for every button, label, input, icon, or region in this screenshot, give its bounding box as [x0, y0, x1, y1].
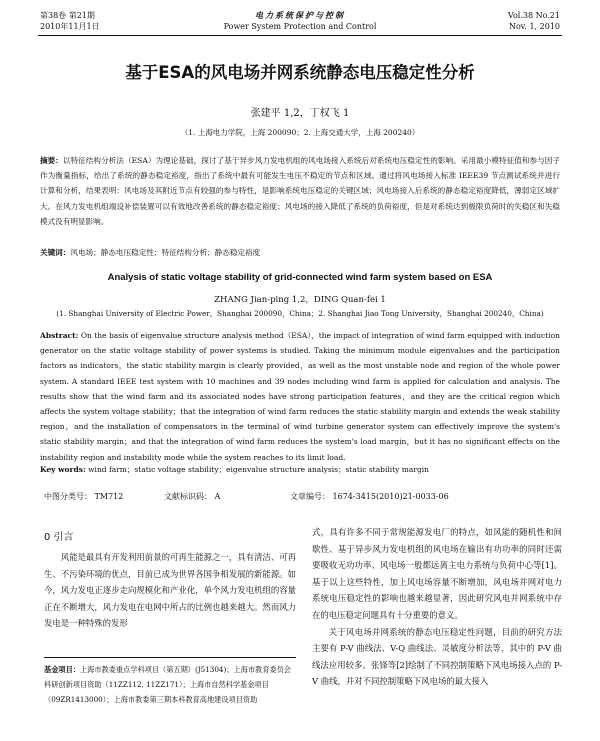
keywords-en-text: wind farm；static voltage stability；eigenvalue structure analysis；static stability margin [88, 465, 429, 474]
affiliation: （1. 上海电力学院，上海 200090；2. 上海交通大学，上海 200240） [180, 128, 420, 137]
funding-label: 基金项目： [44, 665, 80, 674]
journal-name [40, 10, 560, 32]
abstract-en-label: Abstract: [40, 331, 79, 340]
keywords-cn-text: 风电场；静态电压稳定性；特征结构分析；静态稳定裕度 [70, 248, 261, 257]
clc-number: 中图分类号： TM712 [44, 492, 124, 501]
left-column [44, 524, 296, 632]
header-rule [38, 35, 562, 36]
header-date-en: Nov. 1, 2010 [508, 22, 560, 31]
funding-text: 上海市教委重点学科项目（第五期）(J51304)；上海市教育委员会科研创新项目资助（11ZZ112, 11ZZ171）；上海市自然科学基金项目（09ZR1413000）；上海市教委第三期本科教育高地建设项目资助 [44, 665, 291, 704]
english-affiliation: (1. Shanghai University of Electric Power，Shanghai 200090，China；2. Shanghai Jiao Tong University，Shanghai 200240，China) [56, 309, 544, 318]
document-code: 文献标识码： A [164, 492, 221, 501]
keywords-cn [40, 247, 560, 258]
header-volume-info-en [508, 10, 560, 32]
intro-paragraph-2: 关于风电场并网系统的静态电压稳定性问题，目前的研究方法主要有 P-V 曲线法、V-Q 曲线法、灵敏度分析法等，其中的 P-V 曲线法应用较多。张锋等[2]绘制了不同控制策略下风电场接入点的 P-V 曲线，并对不同控制策略下风电场的最大接入 [312, 626, 562, 687]
header-volume-en: Vol.38 No.21 [507, 11, 560, 20]
keywords-en [40, 464, 560, 475]
english-title: Analysis of static voltage stability of grid-connected wind farm system based on ESA [107, 272, 493, 283]
header-date: 2010年11月1日 [40, 22, 100, 31]
article-number: 文章编号： 1674-3415(2010)21-0033-06 [290, 492, 449, 501]
abstract-cn [40, 153, 560, 229]
authors: 张建平 1,2，丁权飞 1 [250, 108, 350, 119]
abstract-cn-label: 摘要： [40, 156, 63, 165]
intro-paragraph-1: 风能是最具有开发利用前景的可再生能源之一，具有清洁、可再生、不污染环境的优点，目前已成为世界各国争相发展的新能源。如今，风力发电正逐步走向规模化和产业化，单个风力发电机组的容量正在不断增大，风力发电在电网中所占的比例也越来越大。然而风力发电是一种特殊的发形 [44, 552, 296, 629]
intro-paragraph-1-continued: 式，具有许多不同于常规能源发电厂的特点，如风能的随机性和间歇性、基于异步风力发电机组的风电场在输出有功功率的同时还需要吸收无功功率、风电场一般都远离主电力系统与负荷中心等[1]。基于以上这些特性，加上风电场容量不断增加，风电场并网对电力系统电压稳定性的影响也越来越显著，因此研究风电并网系统中存在的电压稳定问题具有十分重要的意义。 [312, 527, 562, 620]
section-heading-introduction: 0 引言 [44, 532, 74, 543]
keywords-en-label: Key words: [40, 465, 86, 474]
english-authors: ZHANG Jian-ping 1,2，DING Quan-fei 1 [214, 295, 386, 305]
abstract-cn-text: 以特征结构分析法（ESA）为理论基础，探讨了基于异步风力发电机组的风电场接入系统后对系统电压稳定性的影响。采用最小模特征值和参与因子作为衡量指标，给出了系统的静态稳定裕度，指出了系统中最有可能发生电压不稳定的节点和区域。通过将风电场接入标准 IEEE39 节点测试系统并进行计算和分析，结果表明：风电场及其附近节点有较强的参与特性，是影响系统电压稳定的关键区域；风电场接入后系统的静态稳定裕度降低，薄弱定区域扩大。在风力发电机组端设补偿装置可以有效地改善系统的静态稳定裕度；风电场的接入降低了系统的负荷裕度，但是对系统达到极限负荷时的失稳区和失稳模式没有明显影响。 [40, 156, 560, 226]
keywords-cn-label: 关键词： [40, 248, 71, 257]
journal-name-en: Power System Protection and Control [223, 22, 377, 31]
abstract-en [40, 328, 560, 465]
right-column [312, 524, 562, 690]
header-volume: 第38卷 第21期 [40, 11, 95, 20]
journal-name-cn: 电力系统保护与控制 [255, 10, 345, 20]
running-header [40, 10, 560, 36]
paper-title: 基于ESA的风电场并网系统静态电压稳定性分析 [125, 63, 475, 82]
abstract-en-text: On the basis of eigenvalue structure analysis method（ESA），the impact of integration of wind farm equipped with induction generator on the static voltage stability of power systems is studied. Taking the minimum module eigenvalues and the participation factors as indicators，the static stability margin is clearly provided，as well as the most unstable node and region of the whole power system. A standard IEEE test system with 10 machines and 39 nodes including wind farm is applied for calculation and analysis. The results show that the wind farm and its associated nodes have strong participation features，and they are the critical region which affects the system voltage stability；that the integration of wind farm reduces the static stability margin and extends the weak stability region，and the installation of compensators in the terminal of wind turbine generator system can effectively improve the system's static stability margin；and that the integration of wind farm reduces the system's load margin，but it has no significant effects on the instability region and instability mode while the system reaches to its limit load. [40, 331, 560, 462]
funding-note [44, 657, 296, 707]
